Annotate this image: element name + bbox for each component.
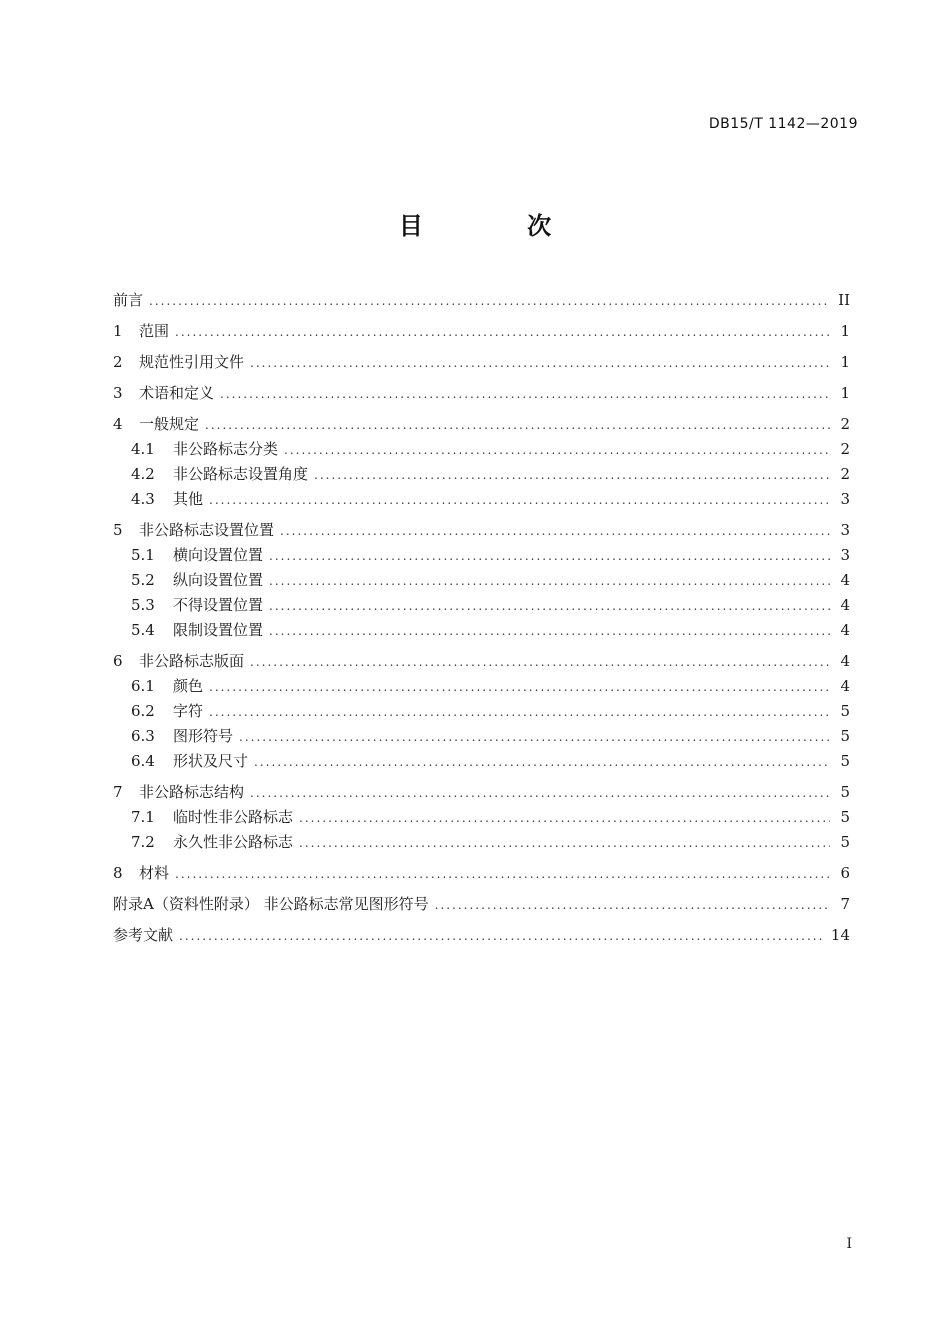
toc-entry-title: 规范性引用文件 — [139, 353, 245, 371]
toc-entry-page: 5 — [840, 752, 850, 770]
toc-entry-page: 2 — [840, 465, 850, 483]
toc-entry-title: 一般规定 — [139, 415, 200, 433]
toc-entry-page: 1 — [840, 353, 850, 371]
toc-entry-page: 1 — [840, 322, 850, 340]
toc-entry-title: 限制设置位置 — [173, 621, 264, 639]
page-number: I — [846, 1236, 852, 1252]
toc-entry-title: 纵向设置位置 — [173, 571, 264, 589]
toc-entry-page: 4 — [840, 621, 850, 639]
toc-entry-number: 7.1 — [131, 808, 155, 826]
toc-entry[interactable] — [113, 568, 850, 593]
toc-entry[interactable] — [113, 861, 850, 886]
dot-leader — [269, 594, 830, 619]
toc-entry-number: 1 — [113, 322, 123, 340]
toc-entry[interactable] — [113, 830, 850, 855]
toc-entry-title: 临时性非公路标志 — [173, 808, 294, 826]
toc-entry[interactable] — [113, 674, 850, 699]
dot-leader — [209, 700, 830, 725]
toc-entry-number: 4.2 — [131, 465, 155, 483]
toc-entry-title: 前言 — [113, 291, 144, 309]
dot-leader — [250, 351, 830, 376]
toc-entry[interactable] — [113, 724, 850, 749]
toc-entry-title: 不得设置位置 — [173, 596, 264, 614]
toc-entry[interactable] — [113, 805, 850, 830]
toc-entry-page: 2 — [840, 415, 850, 433]
toc-entry-page: II — [838, 291, 850, 309]
dot-leader — [299, 806, 830, 831]
toc-entry[interactable] — [113, 412, 850, 437]
toc-entry[interactable] — [113, 923, 850, 948]
dot-leader — [435, 893, 830, 918]
dot-leader — [250, 781, 830, 806]
dot-leader — [269, 569, 830, 594]
dot-leader — [269, 544, 830, 569]
toc-entry-page: 3 — [840, 490, 850, 508]
toc-entry-number: 4.1 — [131, 440, 155, 458]
toc-entry-page: 4 — [840, 596, 850, 614]
toc-entry-page: 4 — [840, 571, 850, 589]
toc-entry[interactable] — [113, 543, 850, 568]
dot-leader — [179, 924, 825, 949]
toc-entry-number: 4 — [113, 415, 123, 433]
toc-entry-page: 5 — [840, 833, 850, 851]
toc-entry-title: 颜色 — [173, 677, 204, 695]
toc-entry-number: 6.1 — [131, 677, 155, 695]
dot-leader — [220, 382, 830, 407]
toc-entry-number: 6.4 — [131, 752, 155, 770]
toc-entry-number: 8 — [113, 864, 123, 882]
toc-entry[interactable] — [113, 618, 850, 643]
toc-entry-title: 字符 — [173, 702, 204, 720]
toc-entry-page: 6 — [840, 864, 850, 882]
toc-entry-title: 参考文献 — [113, 926, 174, 944]
toc-entry-page: 4 — [840, 652, 850, 670]
toc-entry-title: 材料 — [139, 864, 170, 882]
toc-entry[interactable] — [113, 780, 850, 805]
toc-entry[interactable] — [113, 749, 850, 774]
toc-entry-number: 5.1 — [131, 546, 155, 564]
toc-entry-page: 3 — [840, 521, 850, 539]
toc-entry[interactable] — [113, 437, 850, 462]
toc-entry-number: 5 — [113, 521, 123, 539]
dot-leader — [314, 463, 830, 488]
dot-leader — [269, 619, 830, 644]
toc-entry-title: 非公路标志版面 — [139, 652, 245, 670]
dot-leader — [209, 488, 830, 513]
toc-entry-page: 1 — [840, 384, 850, 402]
toc-entry[interactable] — [113, 487, 850, 512]
toc-entry-number: 5.2 — [131, 571, 155, 589]
toc-entry-title: 永久性非公路标志 — [173, 833, 294, 851]
toc-entry-number: 5.3 — [131, 596, 155, 614]
toc-entry[interactable] — [113, 892, 850, 917]
toc-entry-page: 5 — [840, 727, 850, 745]
toc-entry[interactable] — [113, 350, 850, 375]
toc-entry[interactable] — [113, 593, 850, 618]
page-title: 目 次 — [398, 212, 600, 240]
toc-entry[interactable] — [113, 699, 850, 724]
dot-leader — [250, 650, 830, 675]
toc-entry-title: 图形符号 — [173, 727, 234, 745]
toc-entry-title: 附录A（资料性附录） 非公路标志常见图形符号 — [113, 895, 429, 913]
dot-leader — [209, 675, 830, 700]
toc-entry-title: 横向设置位置 — [173, 546, 264, 564]
dot-leader — [284, 438, 830, 463]
toc-entry-number: 6.3 — [131, 727, 155, 745]
toc-entry-page: 14 — [830, 926, 850, 944]
dot-leader — [149, 289, 830, 314]
toc-entry-title: 其他 — [173, 490, 204, 508]
toc-entry-number: 7.2 — [131, 833, 155, 851]
toc-entry-page: 3 — [840, 546, 850, 564]
toc-entry-title: 非公路标志设置位置 — [139, 521, 275, 539]
toc-entry-number: 6.2 — [131, 702, 155, 720]
toc-entry[interactable] — [113, 518, 850, 543]
toc-entry-page: 4 — [840, 677, 850, 695]
toc-entry-title: 形状及尺寸 — [173, 752, 249, 770]
document-code: DB15/T 1142—2019 — [708, 116, 858, 132]
toc-entry-page: 7 — [840, 895, 850, 913]
toc-entry-title: 术语和定义 — [139, 384, 215, 402]
toc-entry-title: 非公路标志设置角度 — [173, 465, 309, 483]
toc-entry-number: 7 — [113, 783, 123, 801]
toc-entry-number: 6 — [113, 652, 123, 670]
table-of-contents — [113, 288, 850, 948]
dot-leader — [175, 320, 830, 345]
dot-leader — [239, 725, 830, 750]
toc-entry[interactable] — [113, 319, 850, 344]
dot-leader — [205, 413, 830, 438]
dot-leader — [254, 750, 830, 775]
toc-entry-number: 4.3 — [131, 490, 155, 508]
dot-leader — [299, 831, 830, 856]
toc-entry[interactable] — [113, 462, 850, 487]
toc-entry-page: 5 — [840, 808, 850, 826]
toc-entry[interactable] — [113, 381, 850, 406]
toc-entry-page: 5 — [840, 702, 850, 720]
toc-entry-title: 非公路标志分类 — [173, 440, 279, 458]
toc-entry-page: 2 — [840, 440, 850, 458]
toc-entry-number: 2 — [113, 353, 123, 371]
toc-entry-number: 5.4 — [131, 621, 155, 639]
toc-entry-page: 5 — [840, 783, 850, 801]
toc-entry-title: 非公路标志结构 — [139, 783, 245, 801]
toc-entry-title: 范围 — [139, 322, 170, 340]
dot-leader — [175, 862, 830, 887]
dot-leader — [280, 519, 830, 544]
toc-entry-number: 3 — [113, 384, 123, 402]
toc-entry[interactable] — [113, 649, 850, 674]
toc-entry[interactable] — [113, 288, 850, 313]
